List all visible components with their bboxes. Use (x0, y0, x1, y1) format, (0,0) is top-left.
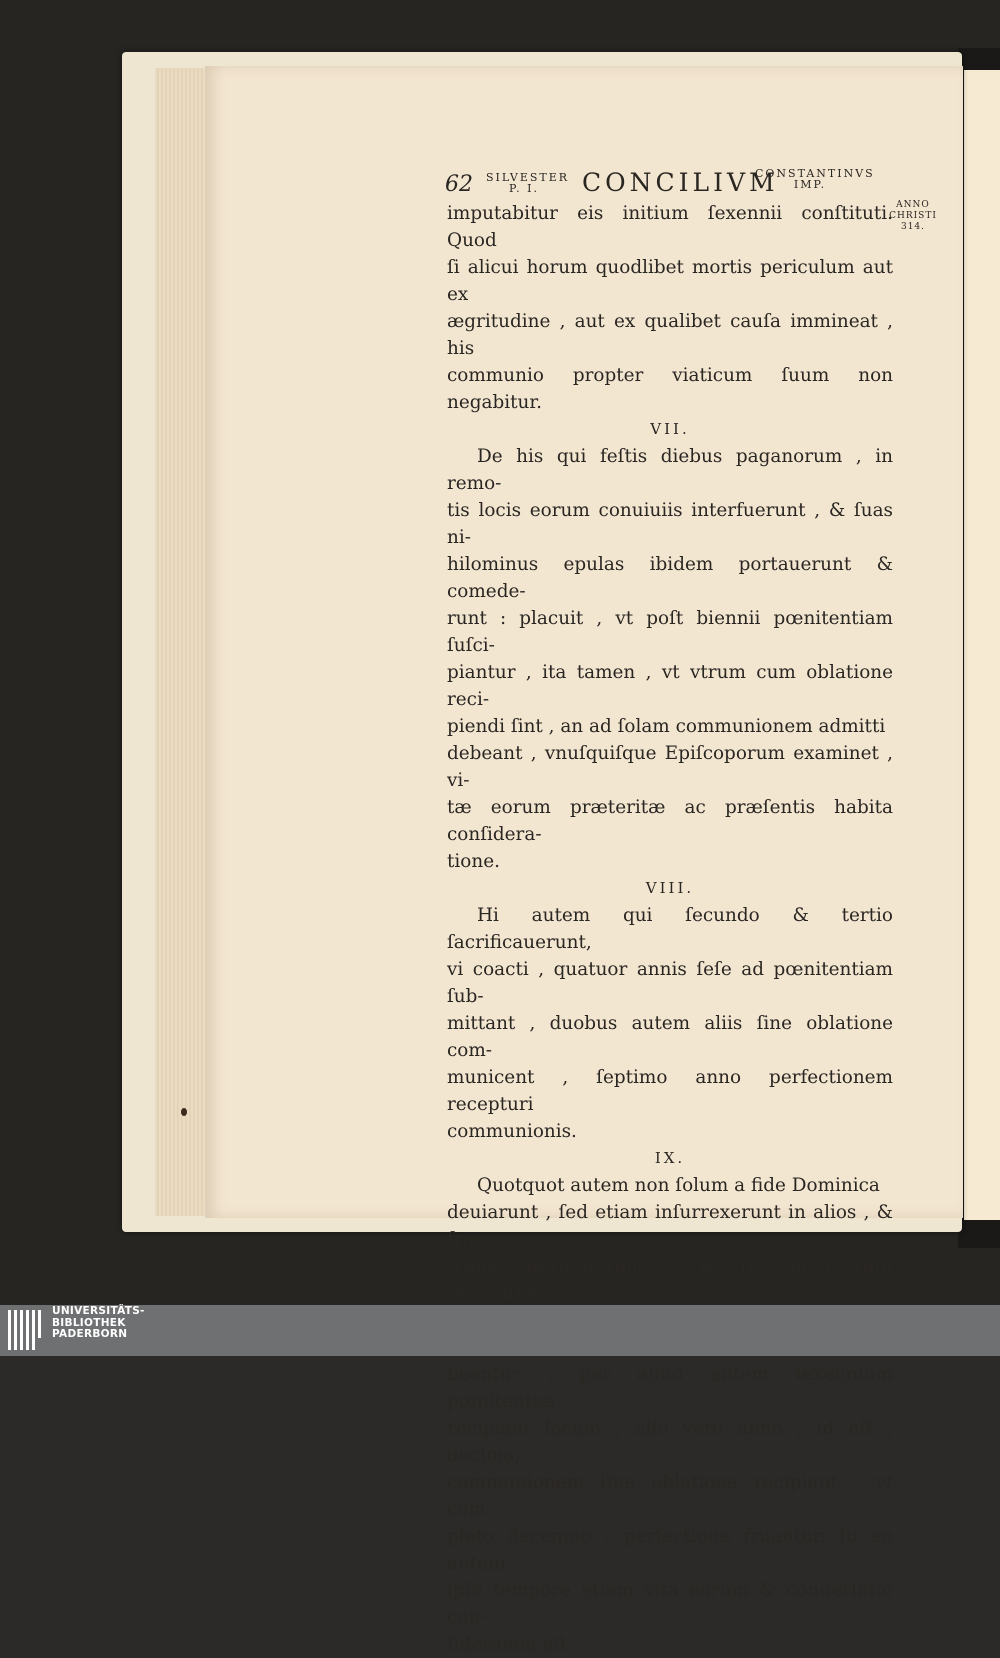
section-vii (447, 416, 893, 875)
page-stack-edges (155, 68, 210, 1216)
text-body (447, 200, 893, 1658)
text-line: pleto decennio , perfectione fruantur. In eo autem (447, 1526, 893, 1574)
text-line: ſideranda eſt. (447, 1634, 574, 1655)
running-head-left: SILVESTER P. I. (486, 171, 570, 195)
ink-spot (181, 1108, 187, 1116)
text-line: ſi alicui horum quodlibet mortis periculum aut ex (447, 257, 893, 305)
margin-note: ANNO CHRISTI 314. (889, 200, 937, 232)
text-line: municent , ſeptimo anno perfectionem recepturi (447, 1067, 893, 1115)
text-line: De his qui feſtis diebus paganorum , in remo- (447, 446, 893, 494)
text-line: ægritudine , aut ex qualibet cauſa immineat , his (447, 311, 893, 359)
library-name: UNIVERSITÄTS- BIBLIOTHEK PADERBORN (52, 1305, 145, 1340)
facing-page-edge (964, 70, 1000, 1220)
text-line: tione. (447, 851, 500, 872)
library-logo-icon (6, 1308, 44, 1352)
text-line: recipiant locum , alio vero anno , id eſt , decimo, (447, 1418, 893, 1466)
intro-paragraph (447, 200, 893, 416)
text-line: vi coacti , quatuor annis ſeſe ad pœnitentiam ſub- (447, 959, 893, 1007)
text-line: tribus perſuaſerunt , & rei facti ſunt perſuaſionis : (447, 1256, 893, 1304)
section-numeral: VIII. (645, 879, 695, 897)
text-line: communionem ſine oblatione recipiant , vt com- (447, 1472, 893, 1520)
text-line: tis locis eorum conuiuiis interfuerunt , & ſuas ni- (447, 500, 893, 548)
text-line: runt : placuit , vt poſt biennii pœnitentiam ſuſci- (447, 608, 893, 656)
text-line: hilominus epulas ibidem portauerunt & comede- (447, 554, 893, 602)
text-line: tæ eorum præteritæ ac præſentis habita conſidera- (447, 797, 893, 845)
text-line: communionis. (447, 1121, 577, 1142)
library-footer-bar (0, 1305, 1000, 1356)
text-line: piendi ſint , an ad ſolam communionem admitti (447, 716, 886, 737)
page-number: 62 (445, 172, 473, 197)
text-line: imputabitur eis initium ſexennii conſtituti. Quod (447, 203, 893, 251)
running-head-right: CONSTANTINVS IMP. (755, 167, 875, 191)
text-line: Quotquot autem non ſolum a fide Dominica (477, 1175, 880, 1196)
section-numeral: VII. (650, 420, 690, 438)
text-line: beantur , per aliud autem ſexennium pœnitentiæ (447, 1364, 893, 1412)
section-viii (447, 875, 893, 1145)
text-line: mittant , duobus autem aliis ſine oblatione com- (447, 1013, 893, 1061)
text-line: communio propter viaticum ſuum non negabitur. (447, 365, 893, 413)
text-line: Hi autem qui ſecundo & tertio ſacrificauerunt, (447, 905, 893, 953)
text-line: piantur , ita tamen , vt vtrum cum oblatione reci- (447, 662, 893, 710)
text-line: debeant , vnuſquiſque Epiſcoporum examinet , vi- (447, 743, 893, 791)
text-line: ipſo tempore etiam vita eorum & conuerſatio con- (447, 1580, 893, 1628)
page-title: CONCILIVM (582, 168, 779, 197)
text-line: deuiarunt , ſed etiam inſurrexerunt in alios , & fra- (447, 1202, 893, 1250)
section-ix (447, 1145, 893, 1658)
section-numeral: IX. (654, 1149, 686, 1167)
